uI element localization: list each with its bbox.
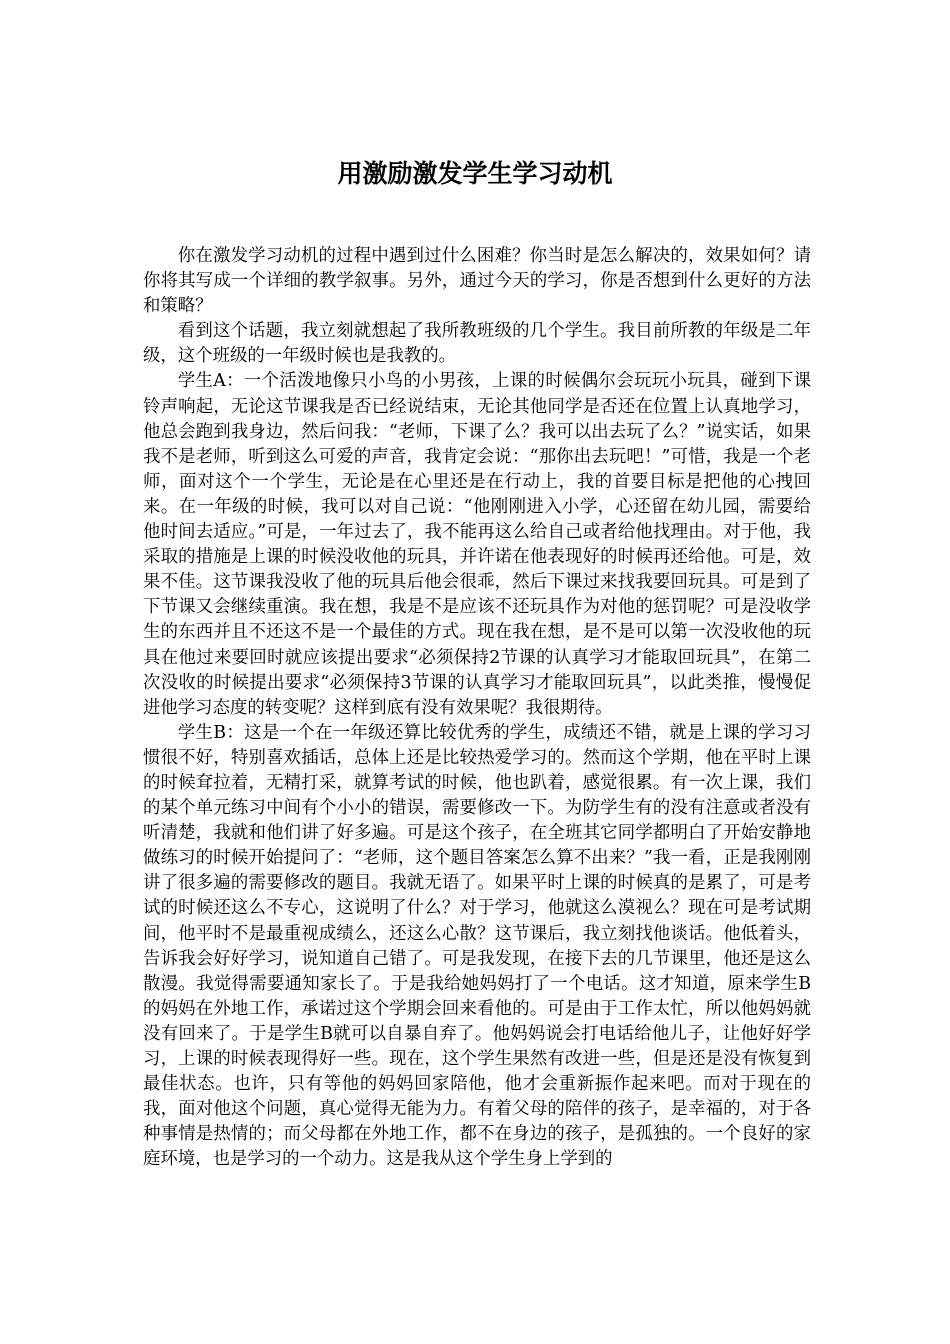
document-title: 用激励激发学生学习动机	[337, 159, 613, 188]
paragraph-question: 你在激发学习动机的过程中遇到过什么困难？你当时是怎么解决的，效果如何？请你将其写成一个详细的教学叙事。另外，通过今天的学习，你是否想到什么更好的方法和策略？	[143, 246, 811, 317]
document-body	[143, 244, 811, 1172]
paragraph-intro: 看到这个话题，我立刻就想起了我所教班级的几个学生。我目前所教的年级是二年级，这个班级的一年级时候也是我教的。	[143, 321, 811, 367]
paragraph-student-a: 学生A：一个活泼地像只小鸟的小男孩，上课的时候偶尔会玩玩小玩具，碰到下课铃声响起，无论这节课我是否已经说结束，无论其他同学是否还在位置上认真地学习，他总会跑到我身边，然后问我：“老师，下课了么？我可以出去玩了么？”说实话，如果我不是老师，听到这么可爱的声音，我肯定会说：“那你出去玩吧！”可惜，我是一个老师，面对这个一个学生，无论是在心里还是在行动上，我的首要目标是把他的心拽回来。在一年级的时候，我可以对自己说：“他刚刚进入小学，心还留在幼儿园，需要给他时间去适应。”可是，一年过去了，我不能再这么给自己或者给他找理由。对于他，我采取的措施是上课的时候没收他的玩具，并许诺在他表现好的时候再还给他。可是，效果不佳。这节课我没收了他的玩具后他会很乖，然后下课过来找我要回玩具。可是到了下节课又会继续重演。我在想，我是不是应该不还玩具作为对他的惩罚呢？可是没收学生的东西并且不还这不是一个最佳的方式。现在我在想，是不是可以第一次没收他的玩具在他过来要回时就应该提出要求“必须保持2节课的认真学习才能取回玩具”，在第二次没收的时候提出要求“必须保持3节课的认真学习才能取回玩具”，以此类推，慢慢促进他学习态度的转变呢？这样到底有没有效果呢？我很期待。	[143, 371, 811, 718]
paragraph-student-b: 学生B：这是一个在一年级还算比较优秀的学生，成绩还不错，就是上课的学习习惯很不好，特别喜欢插话，总体上还是比较热爱学习的。然而这个学期，他在平时上课的时候耷拉着，无精打采，就算考试的时候，他也趴着，感觉很累。有一次上课，我们的某个单元练习中间有个小小的错误，需要修改一下。为防学生有的没有注意或者没有听清楚，我就和他们讲了好多遍。可是这个孩子，在全班其它同学都明白了开始安静地做练习的时候开始提问了：“老师，这个题目答案怎么算不出来？”我一看，正是我刚刚讲了很多遍的需要修改的题目。我就无语了。如果平时上课的时候真的是累了，可是考试的时候还这么不专心，这说明了什么？对于学习，他就这么漠视么？现在可是考试期间，他平时不是最重视成绩么，还这么心散？这节课后，我立刻找他谈话。他低着头，告诉我会好好学习，说知道自己错了。可是我发现，在接下去的几节课里，他还是这么散漫。我觉得需要通知家长了。于是我给她妈妈打了一个电话。这才知道，原来学生B的妈妈在外地工作，承诺过这个学期会回来看他的。可是由于工作太忙，所以他妈妈就没有回来了。于是学生B就可以自暴自弃了。他妈妈说会打电话给他儿子，让他好好学习，上课的时候表现得好一些。现在，这个学生果然有改进一些，但是还是没有恢复到最佳状态。也许，只有等他的妈妈回家陪他，他才会重新振作起来吧。而对于现在的我，面对他这个问题，真心觉得无能为力。有着父母的陪伴的孩子，是幸福的，对于各种事情是热情的；而父母都在外地工作，都不在身边的孩子，是孤独的。一个良好的家庭环境，也是学习的一个动力。这是我从这个学生身上学到的	[143, 722, 811, 1170]
